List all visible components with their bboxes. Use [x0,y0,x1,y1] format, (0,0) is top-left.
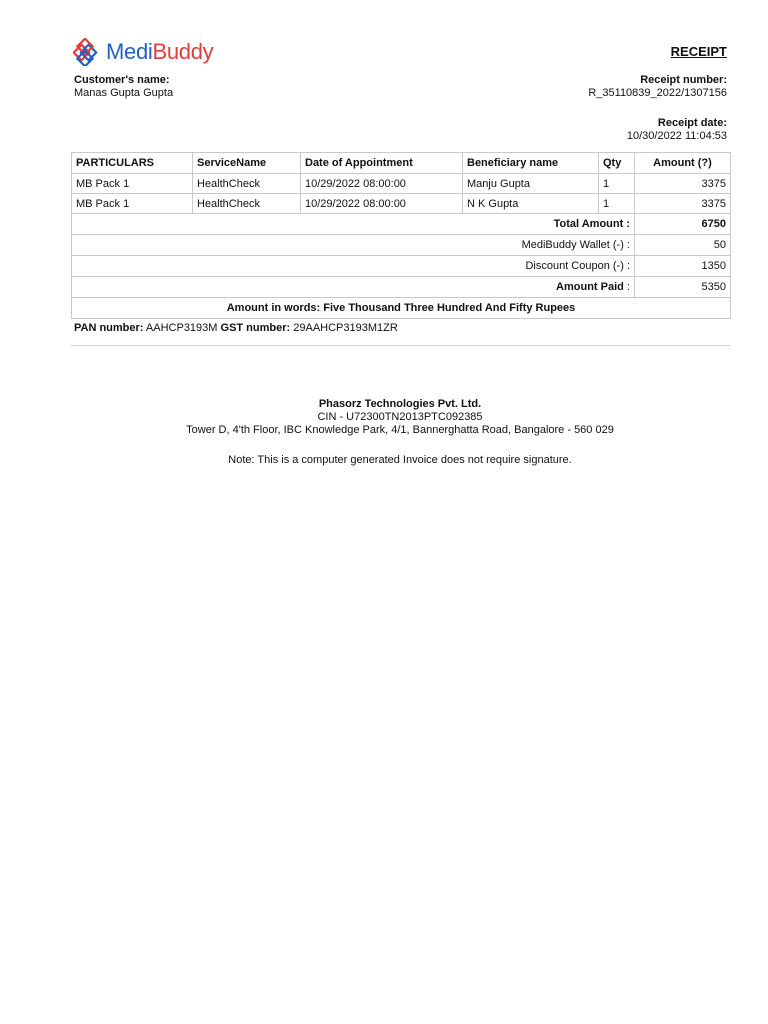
wallet-value: 50 [635,235,731,256]
cell-qty: 1 [599,174,635,194]
cell-date: 10/29/2022 08:00:00 [301,174,463,194]
total-label: Total Amount : [72,214,635,235]
customer-name: Manas Gupta Gupta [74,87,174,99]
receipt-date: 10/30/2022 11:04:53 [626,130,727,142]
company-cin: CIN - U72300TN2013PTC092385 [317,411,483,423]
amount-paid-row [72,277,731,298]
receipt-number-label: Receipt number: [640,74,727,86]
medibuddy-knot-logo-icon [73,38,103,66]
coupon-label: Discount Coupon (-) : [72,256,635,277]
pan-number: AAHCP3193M [143,322,221,334]
receipt-title: RECEIPT [670,44,727,59]
amount-in-words: Amount in words: Five Thousand Three Hundred And Fifty Rupees [72,298,731,319]
col-header-date: Date of Appointment [301,153,463,174]
col-header-particulars: PARTICULARS [72,153,193,174]
company-name: Phasorz Technologies Pvt. Ltd. [318,398,482,410]
cell-service: HealthCheck [193,194,301,214]
wallet-label: MediBuddy Wallet (-) : [72,235,635,256]
cell-qty: 1 [599,194,635,214]
cell-date: 10/29/2022 08:00:00 [301,194,463,214]
amount-paid-value: 5350 [635,277,731,298]
col-header-amount: Amount (?) [635,153,731,174]
items-table [71,152,731,319]
pan-label: PAN number: [74,322,144,334]
amount-paid-label [72,277,635,298]
amount-paid-label-text: Amount Paid [556,281,624,293]
cell-particulars: MB Pack 1 [72,194,193,214]
company-address: Tower D, 4'th Floor, IBC Knowledge Park, 4/1, Bannerghatta Road, Bangalore - 560 029 [186,424,614,436]
col-header-beneficiary: Beneficiary name [463,153,599,174]
cell-beneficiary: Manju Gupta [463,174,599,194]
cell-particulars: MB Pack 1 [72,174,193,194]
coupon-value: 1350 [635,256,731,277]
table-header-row [72,153,731,174]
col-header-service: ServiceName [193,153,301,174]
total-value: 6750 [635,214,731,235]
brand-name-part2: Buddy [152,39,214,64]
col-header-qty: Qty [599,153,635,174]
amount-words-row [72,298,731,319]
amount-paid-colon: : [623,281,630,293]
cell-beneficiary: N K Gupta [463,194,599,214]
cell-amount: 3375 [635,194,731,214]
tax-info [74,322,398,334]
brand-name [106,41,213,63]
receipt-number: R_35110839_2022/1307156 [588,87,727,99]
table-row [72,194,731,214]
total-row [72,214,731,235]
brand-name-part1: Medi [106,39,153,64]
divider [71,345,730,346]
receipt-date-label: Receipt date: [657,117,727,129]
gst-label: GST number: [220,322,291,334]
gst-number: 29AAHCP3193M1ZR [290,322,398,334]
cell-amount: 3375 [635,174,731,194]
coupon-row [72,256,731,277]
wallet-row [72,235,731,256]
table-row [72,174,731,194]
signature-note: Note: This is a computer generated Invoice does not require signature. [228,454,572,466]
customer-name-label: Customer's name: [74,74,170,86]
brand-logo [73,38,213,66]
cell-service: HealthCheck [193,174,301,194]
